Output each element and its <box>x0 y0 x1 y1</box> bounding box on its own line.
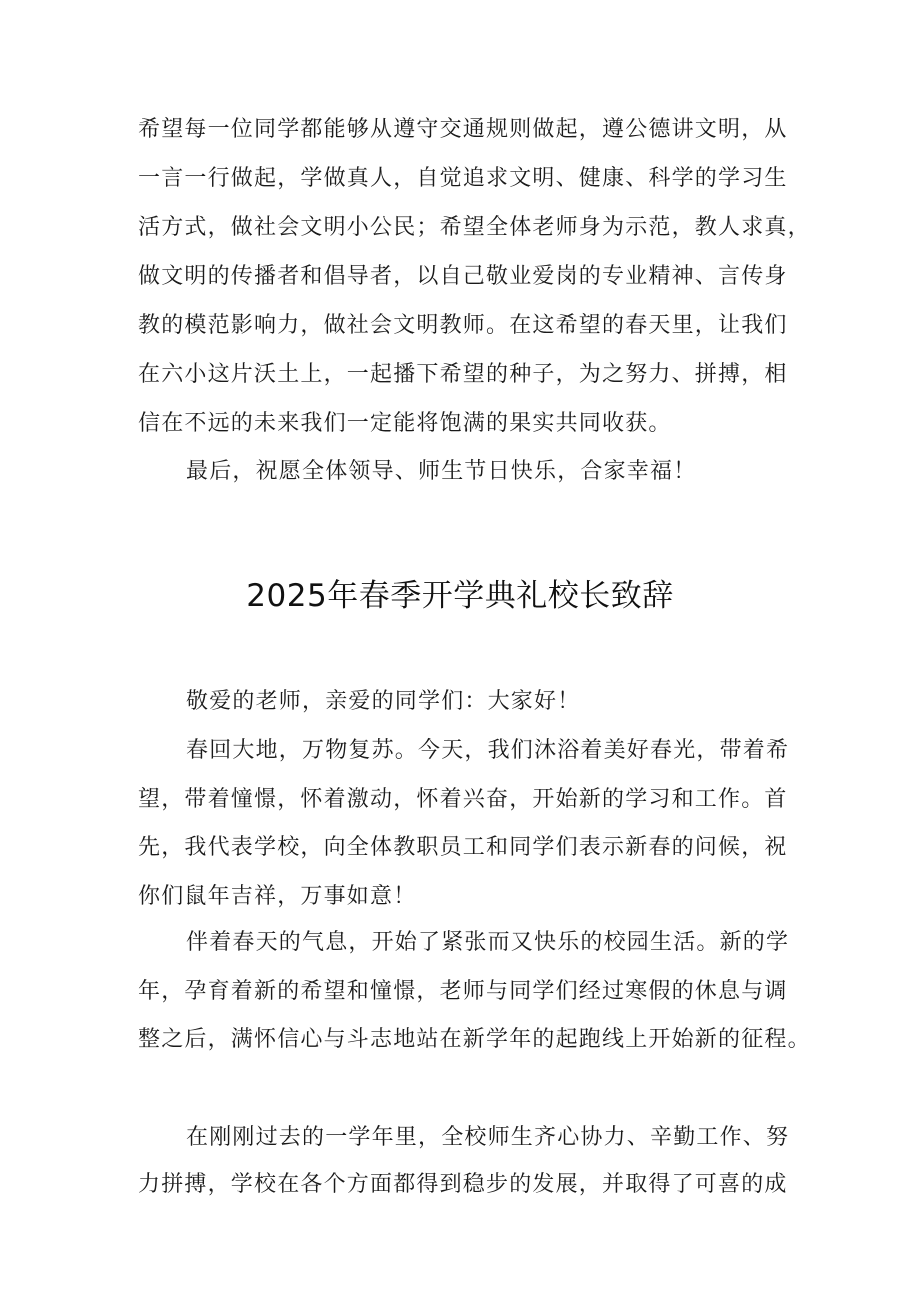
paragraph-line: 在刚刚过去的一学年里，全校师生齐心协力、辛勤工作、努 <box>186 1125 790 1150</box>
paragraph-line: 希望每一位同学都能够从遵守交通规则做起，遵公德讲文明，从 <box>138 117 788 142</box>
closing-line: 最后，祝愿全体领导、师生节日快乐，合家幸福！ <box>186 459 697 484</box>
paragraph-line: 信在不远的未来我们一定能将饱满的果实共同收获。 <box>138 411 672 436</box>
paragraph-line: 在六小这片沃土上，一起播下希望的种子，为之努力、拼搏，相 <box>138 362 788 387</box>
paragraph-line: 教的模范影响力，做社会文明教师。在这希望的春天里，让我们 <box>138 313 788 338</box>
paragraph-line: 活方式，做社会文明小公民；希望全体老师身为示范，教人求真， <box>138 215 811 240</box>
paragraph-line: 你们鼠年吉祥，万事如意！ <box>138 884 417 909</box>
paragraph-line: 做文明的传播者和倡导者，以自己敬业爱岗的专业精神、言传身 <box>138 264 788 289</box>
paragraph-line: 望，带着憧憬，怀着激动，怀着兴奋，开始新的学习和工作。首 <box>138 787 788 812</box>
paragraph-line: 一言一行做起，学做真人，自觉追求文明、健康、科学的学习生 <box>138 166 788 191</box>
paragraph-line: 力拼搏，学校在各个方面都得到稳步的发展，并取得了可喜的成 <box>138 1172 788 1197</box>
paragraph-line: 伴着春天的气息，开始了紧张而又快乐的校园生活。新的学 <box>186 930 790 955</box>
paragraph-line: 年，孕育着新的希望和憧憬，老师与同学们经过寒假的休息与调 <box>138 979 788 1004</box>
paragraph-line: 先，我代表学校，向全体教职员工和同学们表示新春的问候，祝 <box>138 835 788 860</box>
paragraph-line: 春回大地，万物复苏。今天，我们沐浴着美好春光，带着希 <box>186 738 790 763</box>
speech-title: 2025年春季开学典礼校长致辞 <box>246 578 674 614</box>
paragraph-line: 整之后，满怀信心与斗志地站在新学年的起跑线上开始新的征程。 <box>138 1027 811 1052</box>
greeting-line: 敬爱的老师，亲爱的同学们：大家好！ <box>186 689 581 714</box>
